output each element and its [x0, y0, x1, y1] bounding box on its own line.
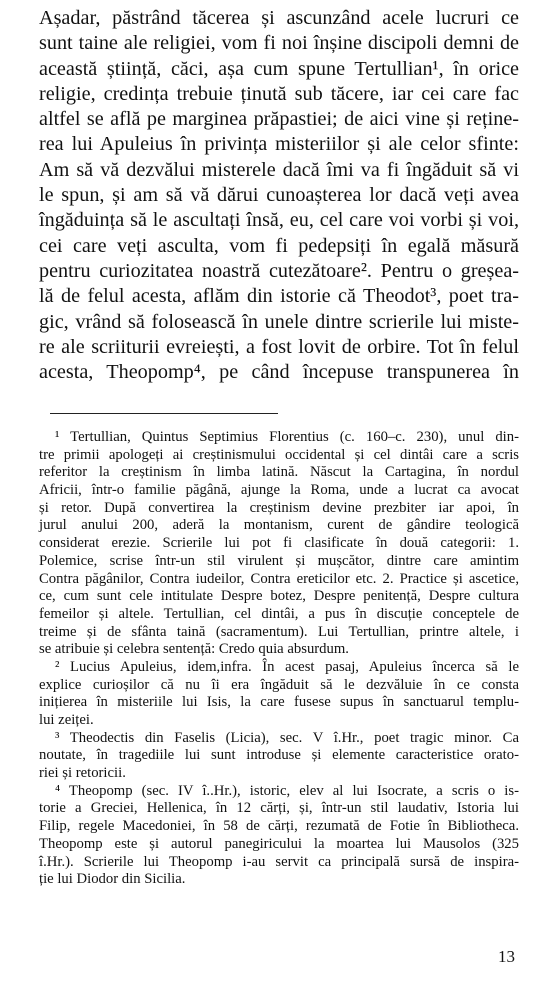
- footnote-line: î.Hr.). Scrierile lui Theopomp i-au servit ca principală sursă de inspira-: [39, 853, 519, 870]
- page-number: 13: [498, 947, 515, 966]
- footnote-line: ce, cum sunt cele intitulate Despre botez, Despre penitență, Despre cultura: [39, 588, 519, 605]
- body-line: le spun, și am să vă dărui cunoașterea lor dacă veți avea: [39, 184, 519, 207]
- body-line: altfel se află pe marginea prăpastiei; de aici vine și reține-: [39, 108, 519, 131]
- footnote-line: Contra păgânilor, Contra iudeilor, Contra ereticilor etc. 2. Practice și ascetice,: [39, 570, 519, 587]
- body-line: îngăduința să le ascultați însă, eu, cel care voi vorbi și voi,: [39, 209, 519, 232]
- body-line: religie, credința trebuie ținută sub tăcere, iar cei care fac: [39, 82, 519, 105]
- main-text: [39, 6, 519, 385]
- footnote-line: Filip, regele Macedoniei, în 58 de cărți, rezumată de Fotie în Bibliotheca.: [39, 818, 519, 835]
- body-line: rea lui Apuleius în privința misteriilor și ale celor sfinte:: [39, 133, 519, 156]
- footnote-line: lui zeiței.: [39, 712, 94, 728]
- footnote-line: noutate, în tragediile lui sunt introduse și elemente caracteristice orato-: [39, 747, 519, 764]
- footnote-line: se atribuie și celebra sentență: Credo quia absurdum.: [39, 641, 349, 658]
- footnote-line: femeilor și altele. Tertullian, cel dintâi, a pus în discuție conceptele de: [39, 605, 519, 622]
- body-line: re ale scriiturii evreiești, a fost lovit de orbire. Tot în felul: [39, 335, 519, 358]
- body-line: cei care veți asculta, vom fi pedepsiți în egală măsură: [39, 234, 519, 257]
- footnote-line: considerat erezie. Scrierile lui pot fi clasificate în două categorii: 1.: [39, 535, 519, 552]
- footnote-1: [39, 429, 519, 659]
- footnote-line: treime și de sfânta taină (sacramentum). Lui Tertullian, printre altele, i: [39, 623, 519, 640]
- footnote-2: [39, 659, 519, 730]
- footnote-line: tre primii apologeți ai creștinismului occidental și cel dintâi care a scris: [39, 446, 519, 463]
- footnote-line: Polemice, scrise într-un stil virulent și mușcător, dintre care amintim: [39, 552, 519, 569]
- body-line: gic, vrând să folosească în unele dintre scrierile lui miste-: [39, 310, 519, 333]
- footnote-line: și retor. După convertirea la creștinism devine prezbiter iar apoi, în: [39, 499, 519, 516]
- footnote-4: [39, 783, 519, 889]
- footnote-3: [39, 730, 519, 783]
- body-line: acesta, Theopomp⁴, pe când începuse transpunerea în: [39, 361, 519, 384]
- footnote-line: jurul anului 200, aderă la montanism, curent de gândire teologică: [39, 517, 519, 534]
- body-line: Așadar, păstrând tăcerea și ascunzând acele lucruri ce: [39, 7, 519, 29]
- footnote-line: torie a Greciei, Hellenica, în 12 cărți, și, într-un stil laudativ, Istoria lui: [39, 800, 519, 817]
- body-line: sunt taine ale religiei, vom fi noi înșine discipoli demni de: [39, 32, 519, 55]
- footnote-line: ² Lucius Apuleius, idem,infra. În acest pasaj, Apuleius încerca să le: [55, 658, 519, 675]
- footnote-line: inițierea în misteriile lui Isis, la care fusese supus în sanctuarul templu-: [39, 694, 519, 711]
- footnote-line: ⁴ Theopomp (sec. IV î..Hr.), istoric, elev al lui Isocrate, a scris o is-: [55, 782, 519, 799]
- body-line: pentru curiozitatea noastră cutezătoare². Pentru o greșea-: [39, 259, 519, 282]
- body-line: Am să vă dezvălui misterele dacă îmi va fi îngăduit să vi: [39, 158, 519, 181]
- footnote-line: ție lui Diodor din Sicilia.: [39, 871, 186, 888]
- footnote-separator: [50, 413, 278, 414]
- body-line: lă de felul acesta, aflăm din istorie că Theodot³, poet tra-: [39, 285, 519, 308]
- footnote-line: Theopomp este și autorul panegiricului la moartea lui Mausolos (325: [39, 835, 519, 852]
- footnote-line: explice curioșilor că nu îi era îngăduit să le dezvăluie în ce consta: [39, 676, 519, 693]
- footnote-line: Africii, într-o familie păgână, ajunge la Roma, unde a lucrat ca avocat: [39, 482, 519, 499]
- footnotes: [39, 429, 519, 889]
- footnote-line: ¹ Tertullian, Quintus Septimius Florentius (c. 160–c. 230), unul din-: [55, 429, 519, 445]
- body-line: această știință, căci, așa cum spune Tertullian¹, în orice: [39, 57, 519, 80]
- footnote-line: referitor la creștinism în limba latină. Născut la Cartagina, în nordul: [39, 464, 519, 481]
- footnote-line: riei și retoricii.: [39, 765, 126, 782]
- footnote-line: ³ Theodectis din Faselis (Licia), sec. V î.Hr., poet tragic minor. Ca: [55, 729, 519, 746]
